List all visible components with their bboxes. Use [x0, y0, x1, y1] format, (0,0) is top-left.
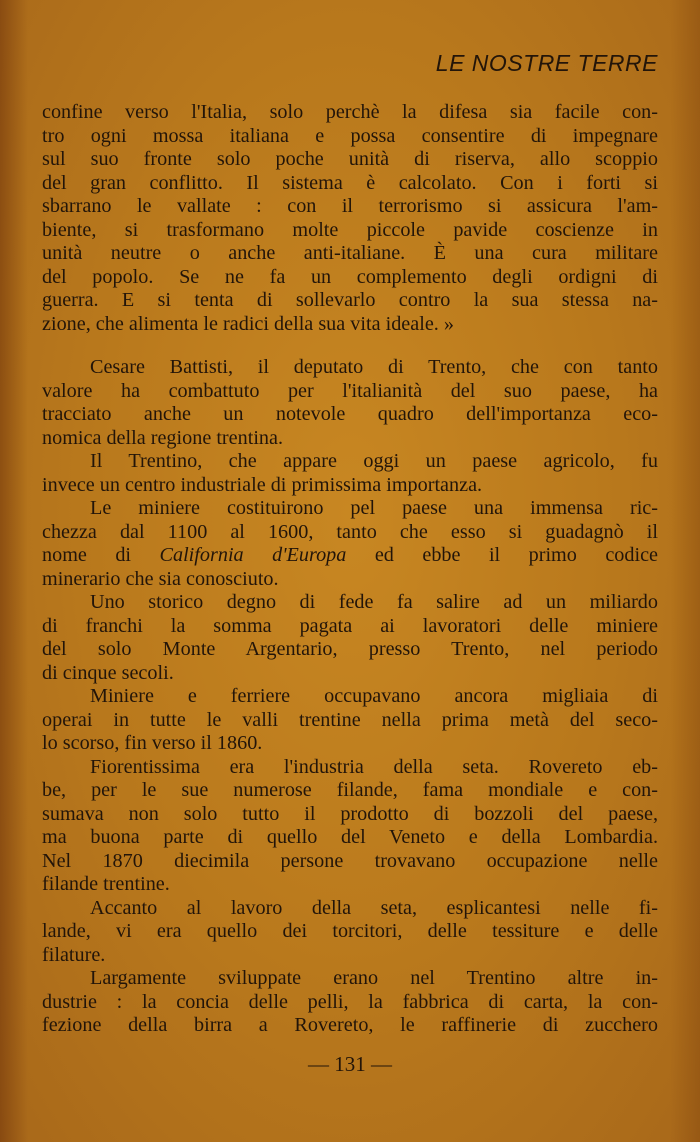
text-line: confine verso l'Italia, solo perchè la difesa sia facile con-	[42, 101, 658, 123]
text-line: operai in tutte le valli trentine nella prima metà del seco-	[42, 708, 658, 731]
text-line: minerario che sia conosciuto.	[42, 567, 279, 590]
text-line: unità neutre o anche anti-italiane. È una cura militare	[42, 242, 658, 264]
italic-title: California d'Europa	[159, 544, 347, 566]
text-line: del gran conflitto. Il sistema è calcolato. Con i forti si	[42, 171, 658, 194]
text-line: Fiorentissima era l'industria della seta. Rovereto eb-	[90, 755, 658, 778]
text-line: tracciato anche un notevole quadro dell'importanza eco-	[42, 403, 658, 425]
quote-paragraph	[42, 101, 658, 336]
text-line: valore ha combattuto per l'italianità del suo paese, ha	[42, 379, 658, 402]
text-line: fezione della birra a Rovereto, le raffinerie di zucchero	[42, 1014, 658, 1036]
page-edge-shadow	[0, 0, 28, 1142]
text-line: chezza dal 1100 al 1600, tanto che esso si guadagnò il	[42, 520, 658, 543]
text-line: invece un centro industriale di primissima importanza.	[42, 473, 483, 496]
text-line: lo scorso, fin verso il 1860.	[42, 732, 263, 754]
text-line: Il Trentino, che appare oggi un paese agricolo, fu	[90, 450, 658, 472]
body-text	[42, 356, 658, 1038]
text-line: sul suo fronte solo poche unità di riserva, allo scoppio	[42, 148, 658, 170]
text-line: del solo Monte Argentario, presso Trento, nel periodo	[42, 638, 658, 660]
text-line: ma buona parte di quello del Veneto e della Lombardia.	[42, 826, 658, 848]
text-line: filature.	[42, 943, 106, 966]
text-line: Largamente sviluppate erano nel Trentino altre in-	[90, 967, 658, 989]
text-line: Miniere e ferriere occupavano ancora migliaia di	[90, 685, 658, 707]
text-line: sumava non solo tutto il prodotto di bozzoli del paese,	[42, 802, 658, 825]
text-line: di cinque secoli.	[42, 661, 174, 684]
text-line: filande trentine.	[42, 873, 170, 895]
text-line: be, per le sue numerose filande, fama mondiale e con-	[42, 779, 658, 801]
text-line: tro ogni mossa italiana e possa consentire di impegnare	[42, 124, 658, 147]
text-line: zione, che alimenta le radici della sua vita ideale. »	[42, 312, 454, 335]
text-line: Le miniere costituirono pel paese una immensa ric-	[90, 497, 658, 519]
text-fragment: nome di California d'Europa ed ebbe il primo codice	[42, 544, 659, 566]
text-line: Cesare Battisti, il deputato di Trento, che con tanto	[90, 356, 658, 378]
text-line: del popolo. Se ne fa un complemento degli ordigni di	[42, 265, 658, 288]
text-line: di franchi la somma pagata ai lavoratori delle miniere	[42, 614, 658, 637]
text-line: Accanto al lavoro della seta, esplicantesi nelle fi-	[90, 896, 658, 919]
text-line: lande, vi era quello dei torcitori, delle tessiture e delle	[42, 920, 658, 942]
text-line: sbarrano le vallate : con il terrorismo si assicura l'am-	[42, 195, 658, 217]
text-line: dustrie : la concia delle pelli, la fabbrica di carta, la con-	[42, 990, 658, 1013]
running-title: LE NOSTRE TERRE	[435, 50, 658, 76]
text-line: Nel 1870 diecimila persone trovavano occupazione nelle	[42, 849, 658, 872]
page-edge-shadow-right	[670, 0, 700, 1142]
text-line: biente, si trasformano molte piccole pavide coscienze in	[42, 218, 658, 241]
text-line: Uno storico degno di fede fa salire ad un miliardo	[90, 591, 658, 613]
text-line: nomica della regione trentina.	[42, 426, 284, 449]
page-number: — 131 —	[308, 1052, 392, 1076]
text-line	[42, 544, 658, 568]
text-line: guerra. E si tenta di sollevarlo contro la sua stessa na-	[42, 289, 658, 311]
